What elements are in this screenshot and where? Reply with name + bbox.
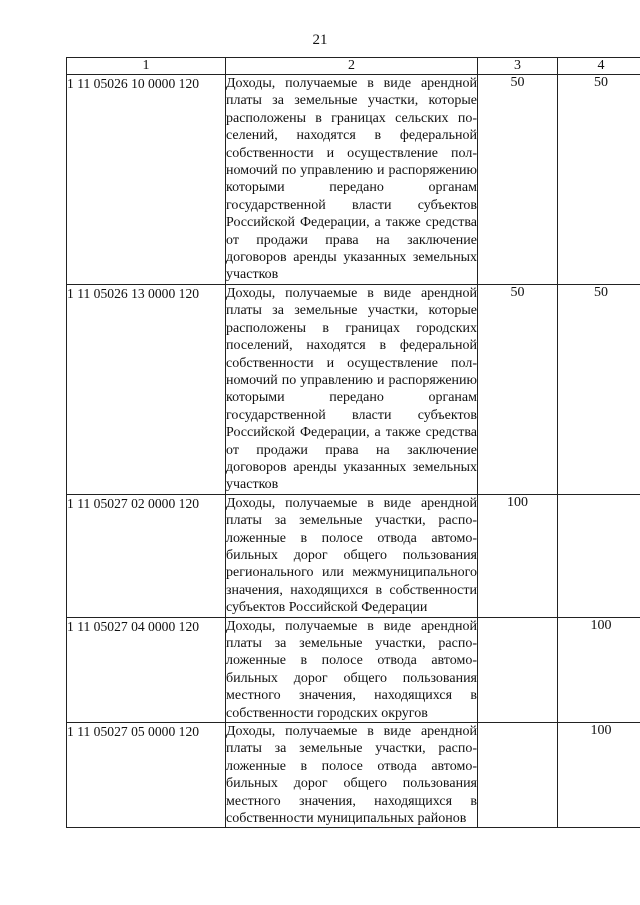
value-col3: 50: [510, 284, 525, 300]
value-col4: 50: [594, 284, 608, 300]
header-col-1: 1: [67, 58, 226, 75]
row-description: Доходы, получаемые в виде арендной платы за земельные участки, расположенные в полосе отвода автомобильных дорог общего пользования местного значения, находящихся в собственности городских округов: [226, 618, 477, 721]
value-col4: 100: [590, 617, 612, 633]
row-description: Доходы, получаемые в виде арендной платы за земельные участки, расположенные в полосе отвода автомобильных дорог общего пользования регионального или межмуниципального значения, находящихся в собственности субъектов Российской Федерации: [226, 495, 477, 616]
row-code: 1 11 05026 13 0000 120: [67, 284, 226, 494]
revenue-table: [66, 57, 640, 828]
row-value-col3: [478, 494, 558, 617]
value-col4: 100: [590, 723, 612, 739]
row-code: 1 11 05027 04 0000 120: [67, 617, 226, 722]
row-description: Доходы, получаемые в виде арендной платы за земельные участки, которые расположены в границах городских поселений, находятся в федеральной собственности и осуществление полномочий по управлению и распоряжению которыми передано органам государственной власти субъектов Российской Федерации, а также средства от продажи права на заключение договоров аренды указанных земельных участков: [226, 285, 477, 493]
row-value-col4: [558, 617, 640, 722]
row-value-col4: [558, 75, 640, 285]
table-row: [67, 723, 640, 828]
row-value-col3: [478, 723, 558, 828]
row-value-col3: [478, 617, 558, 722]
row-code: 1 11 05026 10 0000 120: [67, 75, 226, 285]
row-value-col4: [558, 494, 640, 617]
value-col4: 50: [594, 75, 608, 90]
table-row: [67, 617, 640, 722]
row-value-col3: [478, 284, 558, 494]
header-col-3: 3: [478, 58, 558, 75]
row-code: 1 11 05027 05 0000 120: [67, 723, 226, 828]
value-col3: 50: [510, 75, 525, 90]
row-value-col4: [558, 284, 640, 494]
table-row: [67, 75, 640, 285]
table-header-row: [67, 58, 640, 75]
header-col-2: 2: [226, 58, 478, 75]
table-row: [67, 494, 640, 617]
page-number: 21: [312, 32, 328, 48]
row-description: Доходы, получаемые в виде арендной платы за земельные участки, расположенные в полосе отвода автомобильных дорог общего пользования местного значения, находящихся в собственности муниципальных районов: [226, 724, 477, 827]
table-row: [67, 284, 640, 494]
row-description: Доходы, получаемые в виде арендной платы за земельные участки, которые расположены в границах сельских поселений, находятся в федеральной собственности и осуществление полномочий по управлению и распоряжению которыми передано органам государственной власти субъектов Российской Федерации, а также средства от продажи права на заключение договоров аренды указанных земельных участков: [226, 76, 477, 283]
value-col3: 100: [507, 494, 528, 510]
row-value-col4: [558, 723, 640, 828]
header-col-4: 4: [558, 58, 640, 75]
row-code: 1 11 05027 02 0000 120: [67, 494, 226, 617]
row-value-col3: [478, 75, 558, 285]
